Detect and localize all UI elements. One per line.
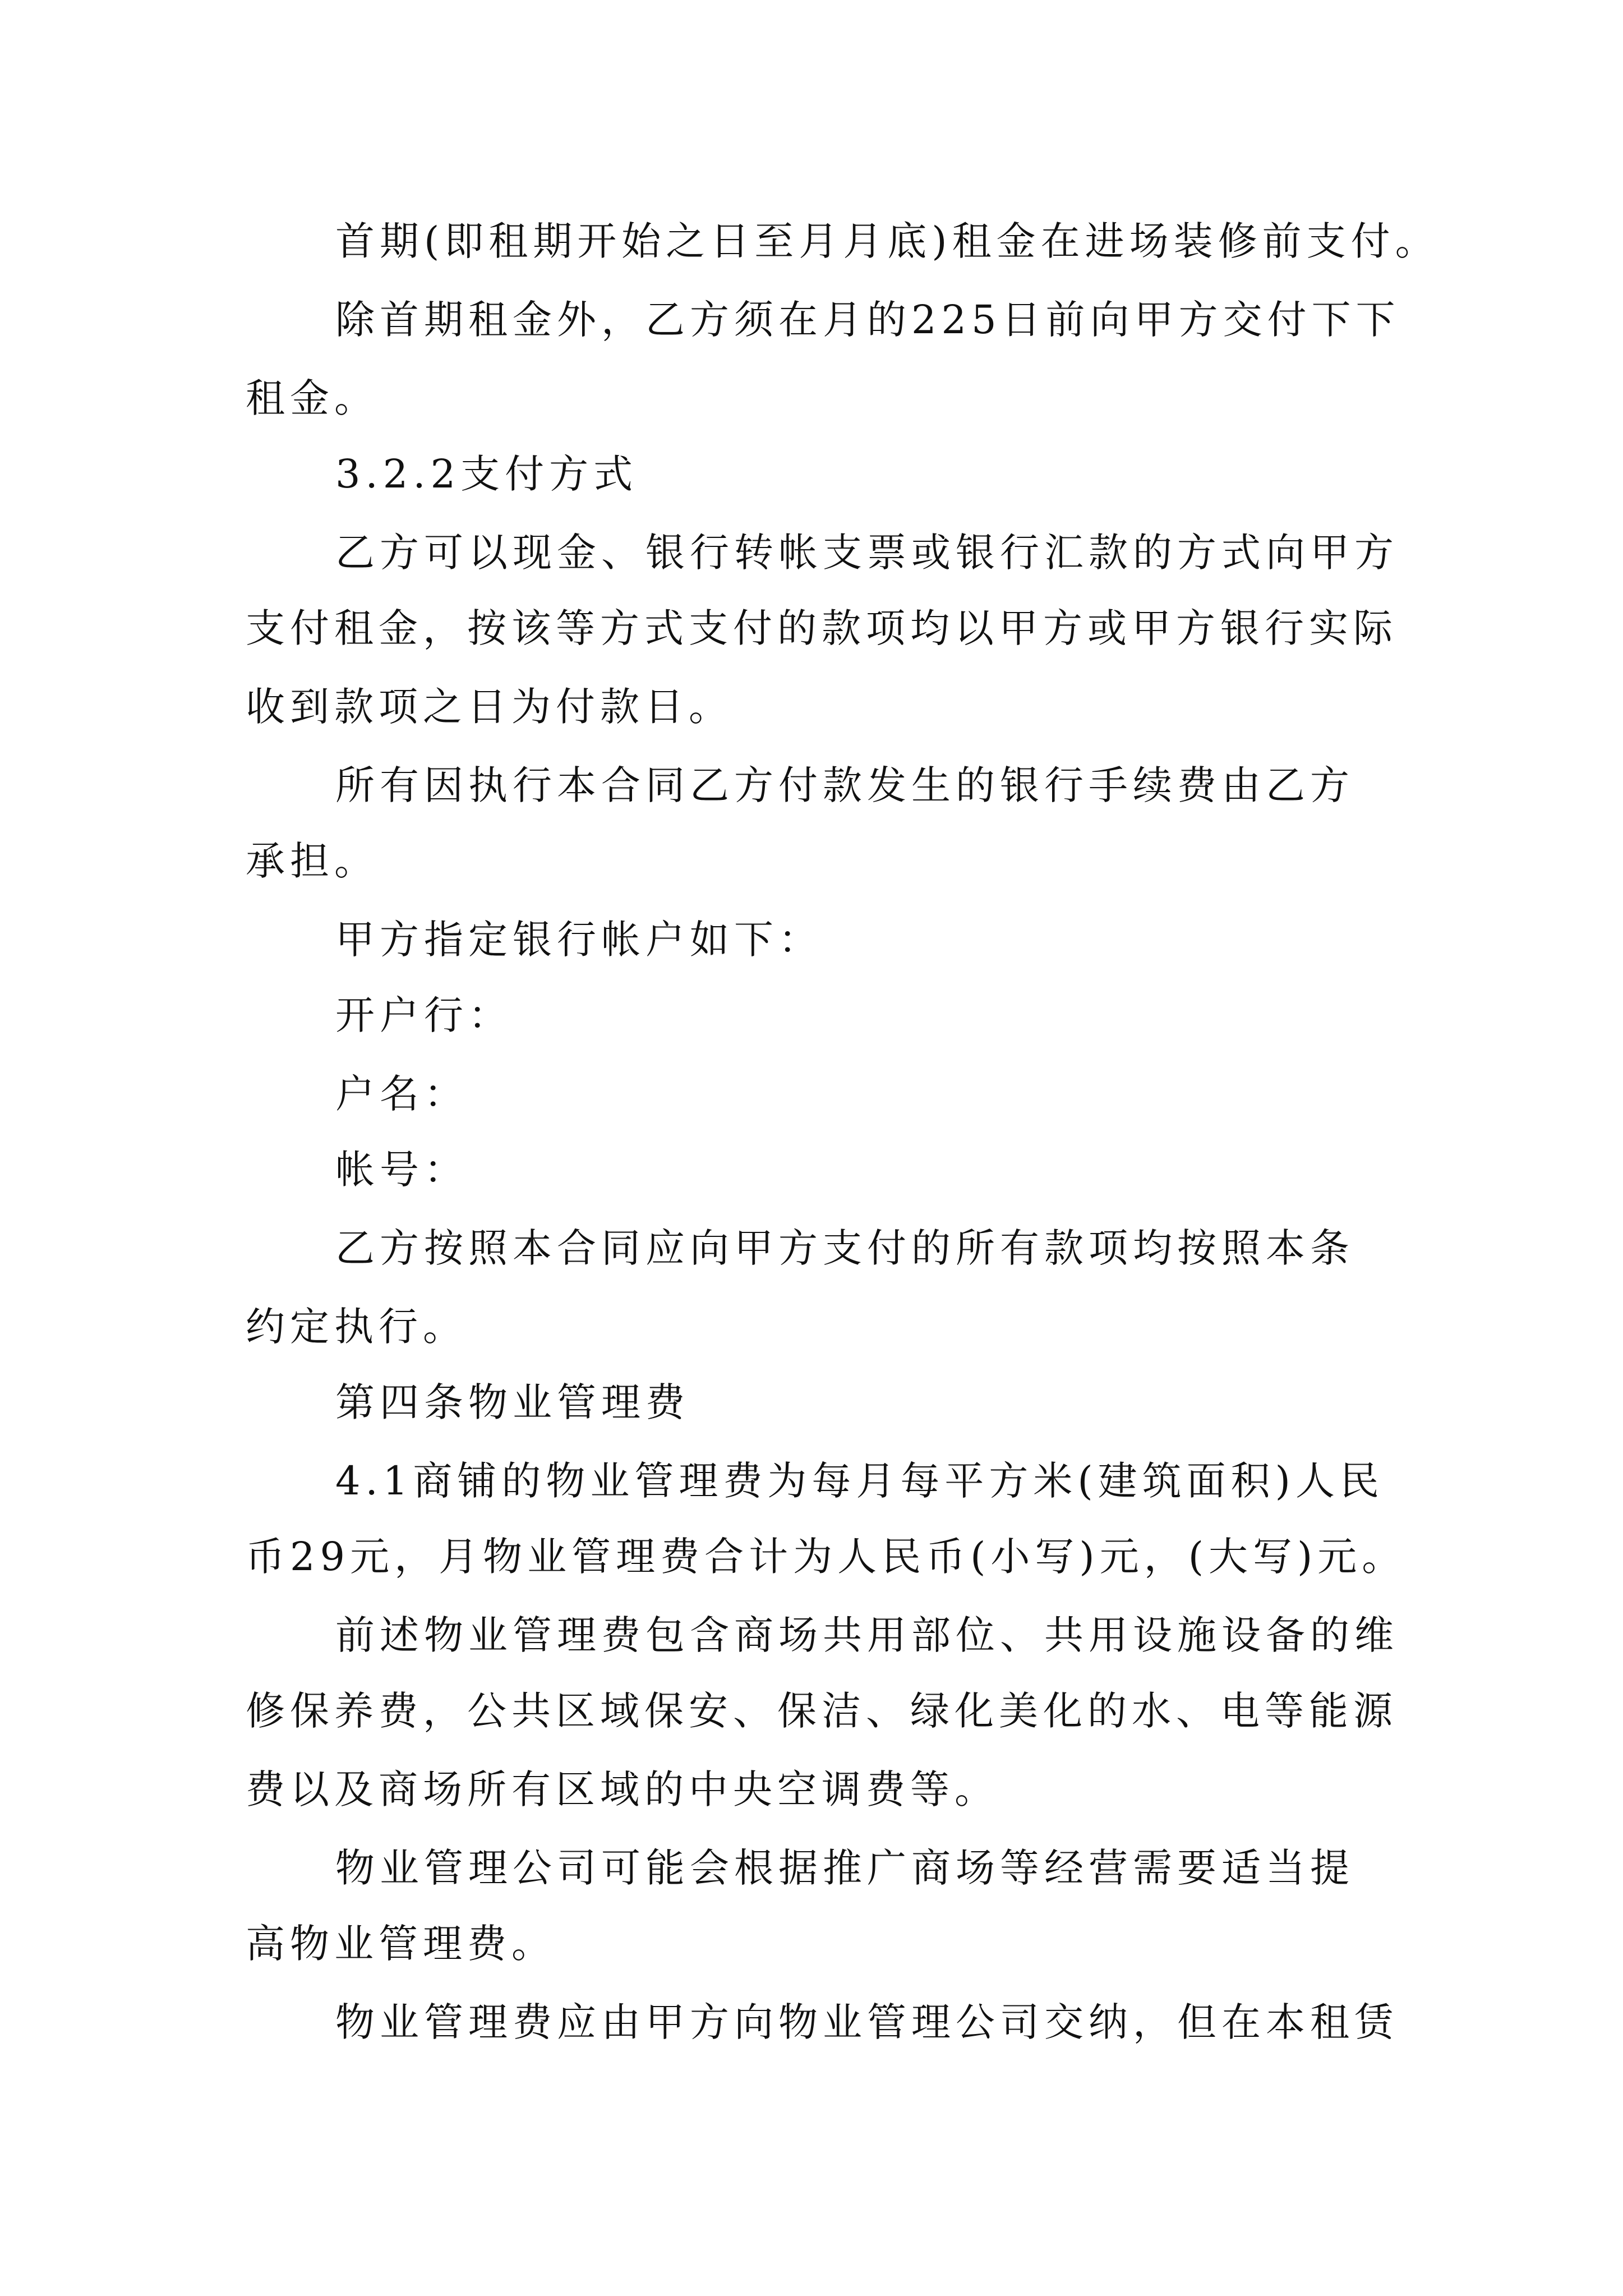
paragraph-line: 支付租金，按该等方式支付的款项均以甲方或甲方银行实际 — [246, 605, 1398, 651]
paragraph-line: 首期(即租期开始之日至月月底)租金在进场装修前支付。 — [335, 218, 1440, 264]
bank-field-label: 帐号： — [335, 1147, 468, 1193]
paragraph-line: 高物业管理费。 — [246, 1921, 556, 1967]
paragraph-line: 物业管理费应由甲方向物业管理公司交纳，但在本租赁 — [335, 1999, 1399, 2045]
paragraph-line: 收到款项之日为付款日。 — [246, 684, 733, 730]
paragraph-line: 承担。 — [246, 838, 379, 884]
paragraph-line: 费以及商场所有区域的中央空调费等。 — [246, 1766, 999, 1812]
section-heading: 3.2.2支付方式 — [335, 451, 638, 497]
article-heading: 第四条物业管理费 — [335, 1379, 690, 1425]
paragraph-line: 4.1商铺的物业管理费为每月每平方米(建筑面积)人民 — [335, 1458, 1384, 1504]
paragraph-line: 前述物业管理费包含商场共用部位、共用设施设备的维 — [335, 1612, 1399, 1658]
bank-field-label: 开户行： — [335, 992, 513, 1038]
paragraph-line: 币29元，月物业管理费合计为人民币(小写)元，(大写)元。 — [246, 1534, 1407, 1580]
paragraph-line: 物业管理公司可能会根据推广商场等经营需要适当提 — [335, 1845, 1354, 1891]
paragraph-line: 乙方按照本合同应向甲方支付的所有款项均按照本条 — [335, 1225, 1354, 1271]
bank-field-label: 户名： — [335, 1071, 468, 1117]
paragraph-line: 除首期租金外，乙方须在月的225日前向甲方交付下下 — [335, 297, 1400, 343]
paragraph-line: 所有因执行本合同乙方付款发生的银行手续费由乙方 — [335, 762, 1354, 808]
paragraph-line: 约定执行。 — [246, 1304, 467, 1350]
paragraph-line: 乙方可以现金、银行转帐支票或银行汇款的方式向甲方 — [335, 530, 1399, 576]
paragraph-line: 甲方指定银行帐户如下： — [335, 917, 823, 963]
paragraph-line: 租金。 — [246, 375, 379, 421]
paragraph-line: 修保养费，公共区域保安、保洁、绿化美化的水、电等能源 — [246, 1688, 1398, 1734]
